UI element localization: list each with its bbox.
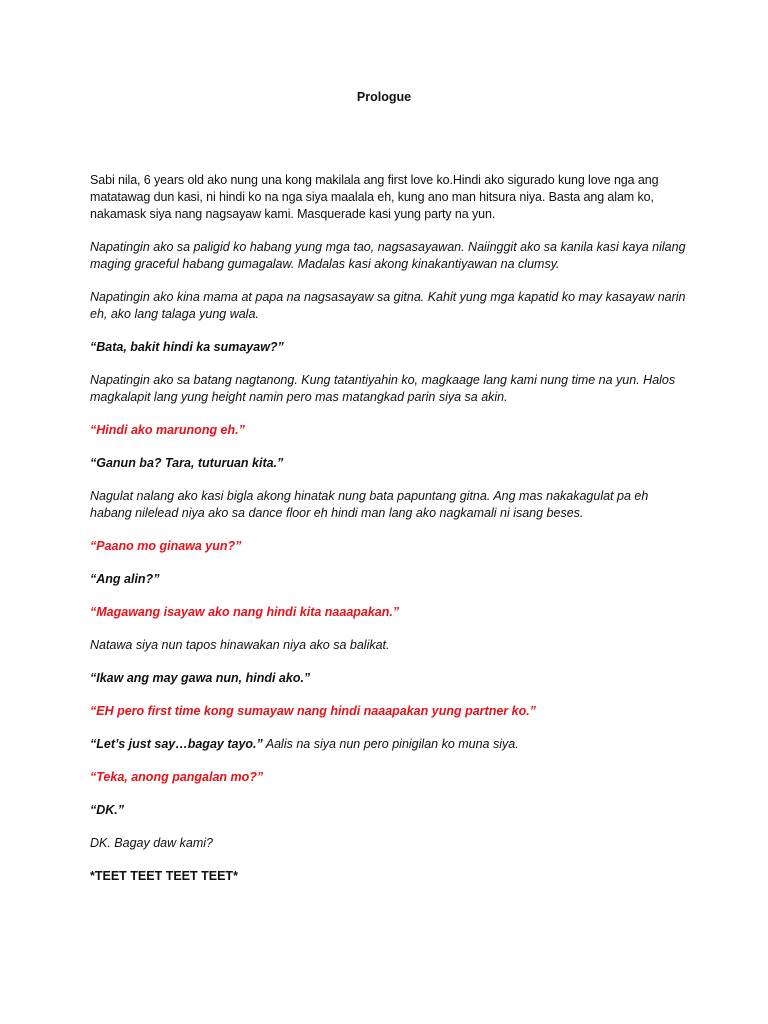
paragraph-narration: Nagulat nalang ako kasi bigla akong hinatak nung bata papuntang gitna. Ang mas nakakagulat pa eh habang nilelead niya ako sa dance floor eh hindi man lang ako nagkamali ni isang beses. — [90, 489, 649, 520]
paragraph-narration: Natawa siya nun tapos hinawakan niya ako sa balikat. — [90, 638, 390, 652]
page-title: Prologue — [356, 90, 412, 104]
dialogue-line-red: “Paano mo ginawa yun?” — [90, 539, 242, 553]
document-body — [90, 172, 690, 901]
paragraph-intro: Sabi nila, 6 years old ako nung una kong makilala ang first love ko.Hindi ako sigurado kung love nga ang matatawag dun kasi, ni hindi ko na nga siya maalala eh, kung ano man hitsura niya. Basta ang alam ko, nakamask siya nang nagsayaw kami. Masquerade kasi yung party na yun. — [90, 173, 659, 221]
narration-inline: Aalis na siya nun pero pinigilan ko muna siya. — [262, 737, 519, 751]
dialogue-line: “Ikaw ang may gawa nun, hindi ako.” — [90, 671, 311, 685]
dialogue-line-red: “Magawang isayaw ako nang hindi kita naaapakan.” — [90, 605, 400, 619]
paragraph-narration: Napatingin ako kina mama at papa na nagsasayaw sa gitna. Kahit yung mga kapatid ko may kasayaw narin eh, ako lang talaga yung wala. — [90, 290, 686, 321]
dialogue-line: “Ang alin?” — [90, 572, 160, 586]
dialogue-line-red: “Teka, anong pangalan mo?” — [90, 770, 264, 784]
paragraph-narration: DK. Bagay daw kami? — [90, 836, 213, 850]
dialogue-line: “Bata, bakit hindi ka sumayaw?” — [90, 340, 284, 354]
dialogue-line-red: “EH pero first time kong sumayaw nang hindi naaapakan yung partner ko.” — [90, 704, 536, 718]
paragraph-narration: Napatingin ako sa paligid ko habang yung mga tao, nagsasayawan. Naiinggit ako sa kanila kasi kaya nilang maging graceful habang gumagalaw. Madalas kasi akong kinakantiyawan na clumsy. — [90, 240, 686, 271]
sound-effect: *TEET TEET TEET TEET* — [90, 869, 238, 883]
dialogue-line: “Ganun ba? Tara, tuturuan kita.” — [90, 456, 284, 470]
dialogue-line: “Let’s just say…bagay tayo.” — [90, 737, 263, 751]
dialogue-line-red: “Hindi ako marunong eh.” — [90, 423, 245, 437]
dialogue-line: “DK.” — [90, 803, 125, 817]
mixed-paragraph — [90, 736, 690, 753]
paragraph-narration: Napatingin ako sa batang nagtanong. Kung tatantiyahin ko, magkaage lang kami nung time na yun. Halos magkalapit lang yung height namin pero mas matangkad parin siya sa akin. — [90, 373, 676, 404]
